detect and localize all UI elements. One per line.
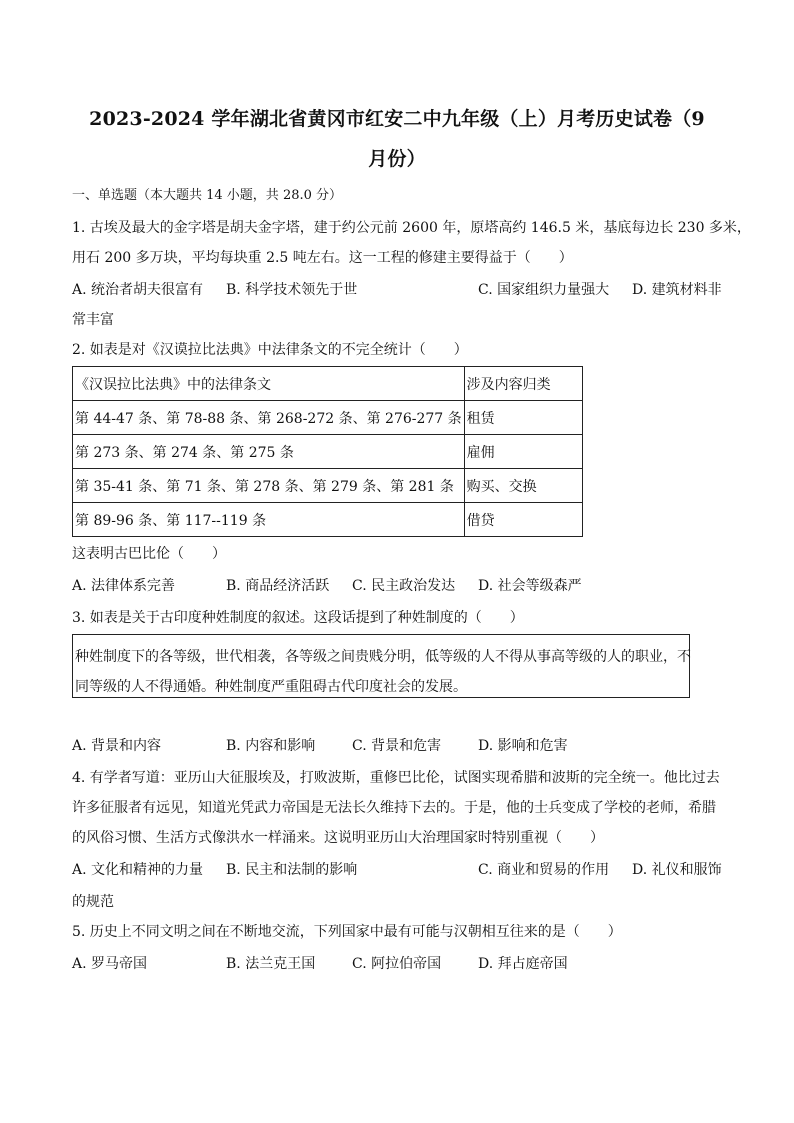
table-header-articles: 《汉误拉比法典》中的法律条文 xyxy=(73,367,465,401)
table-row xyxy=(73,435,583,469)
box-text-line-1: 种姓制度下的各等级，世代相袭，各等级之间贵贱分明，低等级的人不得从事高等级的人的职业，不 xyxy=(75,649,691,665)
q3-option-c[interactable]: C. 背景和危害 xyxy=(352,738,442,754)
q3-stem: 3. 如表是关于古印度种姓制度的叙述。这段话提到了种姓制度的（ ） xyxy=(72,610,524,626)
q5-option-d[interactable]: D. 拜占庭帝国 xyxy=(478,956,568,972)
table-cell-articles: 第 44-47 条、第 78-88 条、第 268-272 条、第 276-277 条 xyxy=(73,401,465,435)
table-header-category: 涉及内容归类 xyxy=(464,367,582,401)
q4-option-a[interactable]: A. 文化和精神的力量 xyxy=(72,862,204,878)
q5-option-a[interactable]: A. 罗马帝国 xyxy=(72,956,148,972)
q5-option-c[interactable]: C. 阿拉伯帝国 xyxy=(352,956,442,972)
exam-title-line-2: 月份） xyxy=(368,148,426,170)
q1-option-d[interactable]: D. 建筑材料非 xyxy=(632,282,722,298)
law-articles-table xyxy=(72,366,583,537)
q4-option-c[interactable]: C. 商业和贸易的作用 xyxy=(478,862,610,878)
table-cell-category: 租赁 xyxy=(464,401,582,435)
q1-option-c[interactable]: C. 国家组织力量强大 xyxy=(478,282,610,298)
table-header-row xyxy=(73,367,583,401)
q5-option-b[interactable]: B. 法兰克王国 xyxy=(226,956,316,972)
q3-option-b[interactable]: B. 内容和影响 xyxy=(226,738,316,754)
q4-option-b[interactable]: B. 民主和法制的影响 xyxy=(226,862,358,878)
q4-stem-line-2: 许多征服者有远见，知道光凭武力帝国是无法长久维持下去的。于是，他的士兵变成了学校的老师，希腊 xyxy=(72,800,716,816)
box-text-line-2: 同等级的人不得通婚。种姓制度严重阻碍古代印度社会的发展。 xyxy=(75,679,467,695)
table-row xyxy=(73,503,583,537)
q1-option-b[interactable]: B. 科学技术领先于世 xyxy=(226,282,358,298)
q2-option-b[interactable]: B. 商品经济活跃 xyxy=(226,578,330,594)
q1-stem-line-2: 用石 200 多万块，平均每块重 2.5 吨左右。这一工程的修建主要得益于（ ） xyxy=(72,250,573,266)
q2-stem: 2. 如表是对《汉谟拉比法典》中法律条文的不完全统计（ ） xyxy=(72,342,468,358)
table-cell-category: 借贷 xyxy=(464,503,582,537)
table-cell-articles: 第 35-41 条、第 71 条、第 278 条、第 279 条、第 281 条 xyxy=(73,469,465,503)
table-row xyxy=(73,469,583,503)
q3-option-d[interactable]: D. 影响和危害 xyxy=(478,738,568,754)
q2-after-table: 这表明古巴比伦（ ） xyxy=(72,546,226,562)
table-cell-category: 雇佣 xyxy=(464,435,582,469)
table-cell-articles: 第 273 条、第 274 条、第 275 条 xyxy=(73,435,465,469)
q2-option-c[interactable]: C. 民主政治发达 xyxy=(352,578,456,594)
q1-option-a[interactable]: A. 统治者胡夫很富有 xyxy=(72,282,204,298)
exam-title-line-1: 2023-2024 学年湖北省黄冈市红安二中九年级（上）月考历史试卷（9 xyxy=(89,108,705,130)
q4-option-d[interactable]: D. 礼仪和服饰 xyxy=(632,862,722,878)
q5-stem: 5. 历史上不同文明之间在不断地交流，下列国家中最有可能与汉朝相互往来的是（ ） xyxy=(72,924,622,940)
section-heading: 一、单选题（本大题共 14 小题，共 28.0 分） xyxy=(72,188,343,203)
table-cell-category: 购买、交换 xyxy=(464,469,582,503)
q4-option-d-continued: 的规范 xyxy=(72,894,114,910)
table-row xyxy=(73,401,583,435)
q1-option-d-continued: 常丰富 xyxy=(72,312,114,328)
table-cell-articles: 第 89-96 条、第 117--119 条 xyxy=(73,503,465,537)
caste-system-text-box xyxy=(72,634,690,698)
q1-stem-line-1: 1. 古埃及最大的金字塔是胡夫金字塔，建于约公元前 2600 年，原塔高约 146.5 米，基底每边长 230 多米， xyxy=(72,220,751,236)
q2-option-a[interactable]: A. 法律体系完善 xyxy=(72,578,176,594)
q4-stem-line-3: 的风俗习惯、生活方式像洪水一样涌来。这说明亚历山大治理国家时特别重视（ ） xyxy=(72,830,604,846)
q2-option-d[interactable]: D. 社会等级森严 xyxy=(478,578,582,594)
q4-stem-line-1: 4. 有学者写道：亚历山大征服埃及，打败波斯，重修巴比伦，试图实现希腊和波斯的完全统一。他比过去 xyxy=(72,770,720,786)
q3-option-a[interactable]: A. 背景和内容 xyxy=(72,738,162,754)
